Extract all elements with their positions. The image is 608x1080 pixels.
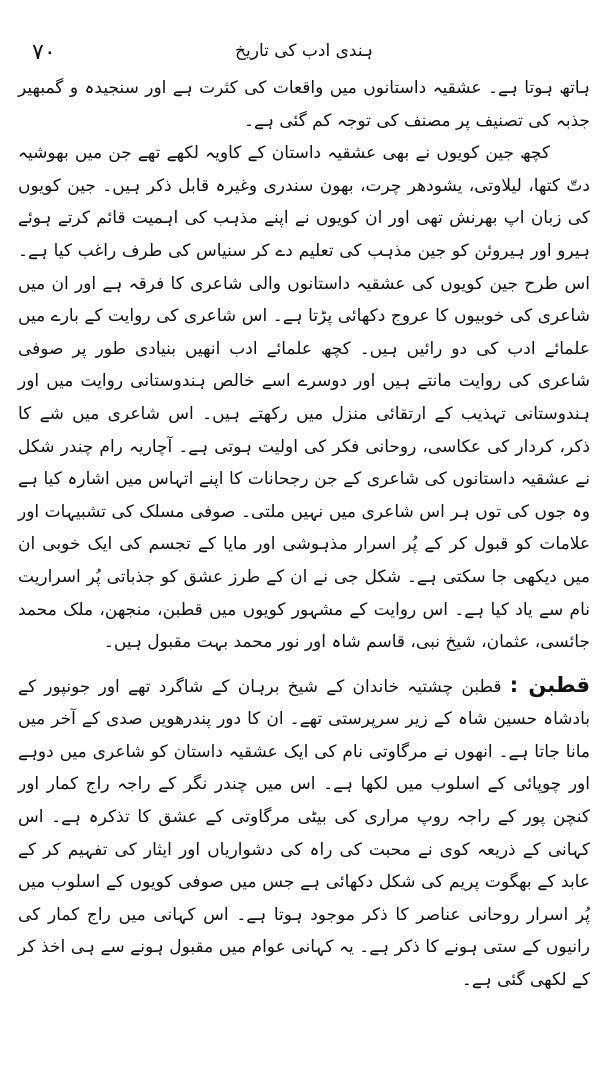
page-number: ۷۰ bbox=[32, 40, 56, 65]
paragraph-2: کچھ جین کویوں نے بھی عشقیہ داستان کے کاویہ لکھے تھے جن میں بھوشیہ دتّ کتھا، لیلاوتی، یشودھر چرت، بھون سندری وغیرہ قابل ذکر ہیں۔ جین کویوں کی زبان اپ بھرنش تھی اور ان کویوں نے اپنے مذہب کی اہمیت قائم کرتے ہوئے ہیرو اور ہیروئن کو جین مذہب کی تعلیم دے کر سنیاس کی طرف راغب کیا ہے۔ اس طرح جین کویوں کی عشقیہ داستانوں والی شاعری کا فرقہ ہے اور ان میں شاعری کی خوبیوں کا عروج دکھائی پڑتا ہے۔ اس شاعری کی روایت کے بارے میں علمائے ادب کی دو رائیں ہیں۔ کچھ علمائے ادب انھیں بنیادی طور پر صوفی شاعری کی روایت مانتے ہیں اور دوسرے اسے خالص ہندوستانی روایت میں اور ہندوستانی تہذیب کے ارتقائی منزل میں رکھتے ہیں۔ اس شاعری میں شے کا ذکر، کردار کی عکاسی، روحانی فکر کی اولیت ہوتی ہے۔ آچاریہ رام چندر شکل نے عشقیہ داستانوں کی شاعری کے جن رجحانات کا اپنے اتہاس میں اشارہ کیا ہے وہ جوں کی توں ہر اس شاعری میں نہیں ملتی۔ صوفی مسلک کی تشبیہات اور علامات کو قبول کر کے پُر اسرار مذہوشی اور مایا کے تجسم کی ایک خوبی ان میں دیکھی جا سکتی ہے۔ شکل جی نے ان کے طرز عشق کو جذباتی پُر اسراریت نام سے یاد کیا ہے۔ اس روایت کے مشہور کویوں میں قطبن، منجھن، ملک محمد جائسی، عثمان، شیخ نبی، قاسم شاہ اور نور محمد بہت مقبول ہیں۔ bbox=[18, 143, 590, 653]
section-heading-qutban: قطبن : bbox=[509, 672, 591, 697]
paragraph-1: ہاتھ ہوتا ہے۔ عشقیہ داستانوں میں واقعات کی کثرت ہے اور سنجیدہ و گمبھیر جذبہ کی تصنیف پر مصنف کی توجہ کم گئی ہے۔ bbox=[18, 78, 590, 131]
running-title: ہندی ادب کی تاریخ bbox=[235, 41, 373, 61]
section-gap bbox=[18, 659, 590, 669]
paragraph-3 bbox=[18, 669, 590, 997]
page-header bbox=[18, 34, 590, 72]
paragraph-3-text: قطبن چشتیہ خاندان کے شیخ برہان کے شاگرد تھے اور جونپور کے بادشاہ حسین شاہ کے زیر سرپرستی تھے۔ ان کا دور پندرھویں صدی کے آخر میں مانا جاتا ہے۔ انھوں نے مرگاوتی نام کی ایک عشقیہ داستان کو شاعری میں دوہے اور چوپائی کے اسلوب میں لکھا ہے۔ اس میں چندر نگر کے راجہ راج کمار اور کنچن پور کے راجہ روپ مراری کی بیٹی مرگاوتی کے عشق کا تذکرہ ہے۔ اس کہانی کے ذریعہ کوی نے محبت کی راہ کی دشواریاں اور ایثار کی تفہیم کر کے عابد کے بھگوت پریم کی شکل دکھائی ہے جس میں صوفی کویوں کے اسلوب میں پُر اسرار روحانی عناصر کا ذکر موجود ہوتا ہے۔ اس کہانی میں راج کمار کی رانیوں کے ستی ہونے کا ذکر ہے۔ یہ کہانی عوام میں مقبول ہونے سے ہی اخذ کر کے لکھی گئی ہے۔ bbox=[18, 676, 590, 991]
body-text bbox=[18, 72, 590, 997]
